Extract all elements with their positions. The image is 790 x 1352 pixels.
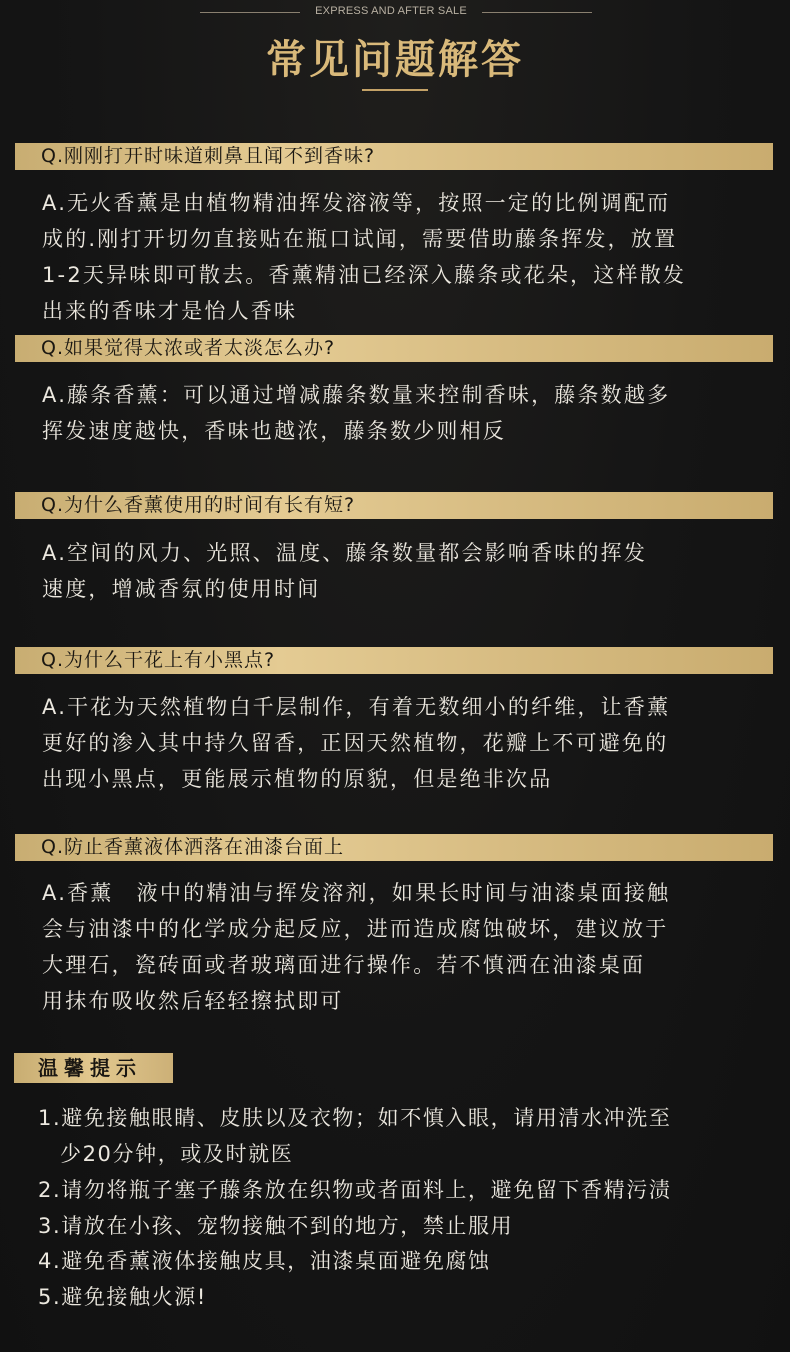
answer-line: 1-2天异味即可散去。香薰精油已经深入藤条或花朵，这样散发 — [42, 263, 687, 287]
faq-question: Q.为什么香薰使用的时间有长有短? — [41, 494, 356, 516]
tip-item: 3.请放在小孩、宠物接触不到的地方，禁止服用 — [38, 1214, 514, 1238]
tip-item: 1.避免接触眼睛、皮肤以及衣物；如不慎入眼，请用清水冲洗至 — [38, 1106, 672, 1130]
answer-line: 用抹布吸收然后轻轻擦拭即可 — [42, 989, 344, 1013]
answer-line: A.干花为天然植物白千层制作，有着无数细小的纤维，让香薰 — [42, 695, 671, 719]
faq-question-bar — [15, 143, 773, 170]
answer-line: 挥发速度越快，香味也越浓，藤条数少则相反 — [42, 419, 506, 443]
title-underline — [362, 89, 428, 91]
header-rule-left — [200, 12, 300, 13]
answer-line: A.无火香薰是由植物精油挥发溶液等，按照一定的比例调配而 — [42, 191, 671, 215]
answer-line: 出现小黑点，更能展示植物的原貌，但是绝非次品 — [42, 767, 553, 791]
faq-question-bar — [15, 834, 773, 861]
tips-label-tag — [14, 1053, 173, 1083]
answer-line: 更好的渗入其中持久留香，正因天然植物，花瓣上不可避免的 — [42, 731, 669, 755]
faq-answer — [42, 377, 777, 449]
answer-line: 成的.刚打开切勿直接贴在瓶口试闻，需要借助藤条挥发，放置 — [42, 227, 678, 251]
answer-line: A.藤条香薰：可以通过增减藤条数量来控制香味，藤条数越多 — [42, 383, 671, 407]
tip-item: 4.避免香薰液体接触皮具，油漆桌面避免腐蚀 — [38, 1249, 491, 1273]
header-rule-right — [482, 12, 592, 13]
tips-label: 温馨提示 — [38, 1056, 142, 1080]
faq-answer — [42, 185, 777, 329]
answer-line: 出来的香味才是怡人香味 — [42, 299, 298, 323]
header-subtitle: EXPRESS AND AFTER SALE — [315, 5, 467, 17]
faq-question: Q.如果觉得太浓或者太淡怎么办? — [41, 337, 336, 359]
faq-question: Q.为什么干花上有小黑点? — [41, 649, 276, 671]
answer-line: 会与油漆中的化学成分起反应，进而造成腐蚀破坏，建议放于 — [42, 917, 669, 941]
faq-question-bar — [15, 492, 773, 519]
faq-answer — [42, 535, 777, 607]
faq-question: Q.防止香薰液体洒落在油漆台面上 — [41, 836, 344, 858]
answer-line: 大理石，瓷砖面或者玻璃面进行操作。若不慎洒在油漆桌面 — [42, 953, 646, 977]
tip-item-continued: 少20分钟，或及时就医 — [60, 1142, 294, 1166]
tip-item: 5.避免接触火源! — [38, 1285, 207, 1309]
tip-item: 2.请勿将瓶子塞子藤条放在织物或者面料上，避免留下香精污渍 — [38, 1178, 672, 1202]
faq-question: Q.刚刚打开时味道刺鼻且闻不到香味? — [41, 145, 376, 167]
faq-answer — [42, 689, 777, 797]
page-title: 常见问题解答 — [266, 36, 524, 83]
answer-line: 速度，增减香氛的使用时间 — [42, 577, 321, 601]
faq-question-bar — [15, 647, 773, 674]
header-ornament — [0, 0, 790, 26]
answer-line: A.香薰 液中的精油与挥发溶剂，如果长时间与油漆桌面接触 — [42, 881, 671, 905]
faq-question-bar — [15, 335, 773, 362]
answer-line: A.空间的风力、光照、温度、藤条数量都会影响香味的挥发 — [42, 541, 648, 565]
faq-answer — [42, 875, 777, 1019]
